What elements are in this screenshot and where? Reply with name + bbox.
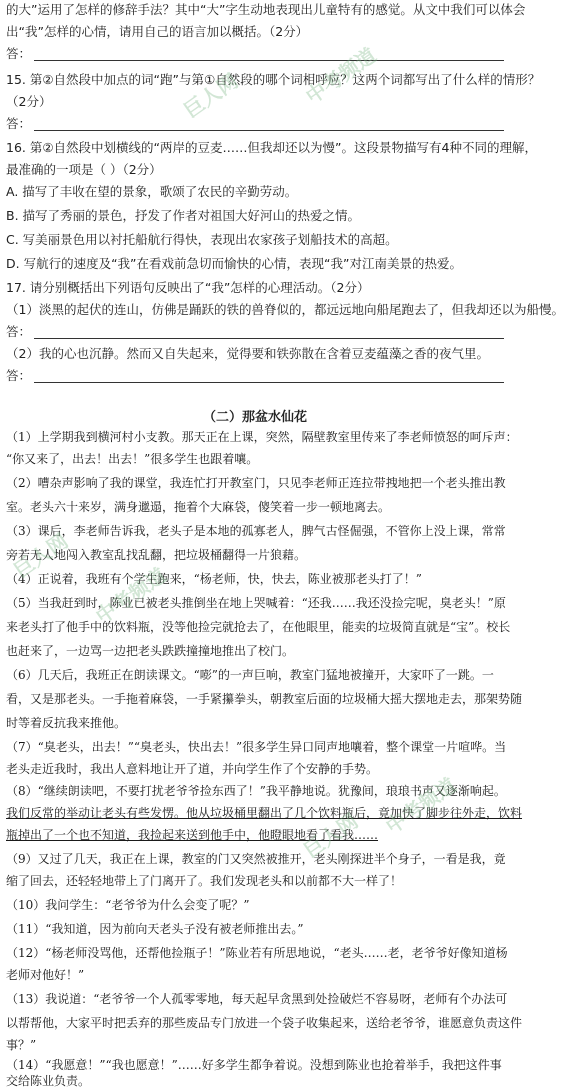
answer-line[interactable] — [34, 130, 504, 131]
q17-text-1: 17. 请分别概括出下列语句反映出了“我”怎样的心理活动。（2分） — [6, 280, 370, 295]
answer-label: 答： — [6, 324, 32, 339]
passage-line: 旁若无人地闯入教室乱找乱翻，把垃圾桶翻得一片狼藉。 — [6, 548, 307, 562]
watermark-text: 巨人网 — [9, 528, 73, 583]
passage-line: （10）我问学生：“老爷爷为什么会变了呢？” — [6, 898, 250, 912]
q14-text-2: 出“我”怎样的心情，请用自己的语言加以概括。（2分） — [6, 24, 309, 39]
passage-line: （8）“继续朗读吧，不要打扰老爷爷捡东西了！”我平静地说。犹豫间，琅琅书声又逐渐响起。 — [6, 784, 506, 798]
passage-line: （6）几天后，我班正在朗读课文。“嘭”的一声巨响，教室门猛地被撞开，大家吓了一跳。一 — [6, 668, 494, 682]
answer-label: 答： — [6, 46, 32, 61]
passage-line: （13）我说道：“老爷爷一个人孤零零地，每天起早贪黑到处捡破烂不容易呀，老师有个办法可 — [6, 992, 508, 1006]
passage-line: （3）课后，李老师告诉我，老头子是本地的孤寡老人，脾气古怪倔强，不管你上没上课，常常 — [6, 524, 506, 538]
q15-text-1: 15. 第②自然段中加点的词“跑”与第①自然段的哪个词相呼应？这两个词都写出了什么样的情形？ — [6, 72, 541, 87]
q16-option-d: D. 写航行的速度及“我”在看戏前急切而愉快的心情，表现“我”对江南美景的热爱。 — [6, 256, 462, 271]
passage-line: 时等着反抗我来推他。 — [6, 716, 127, 730]
passage-line: “你又来了，出去！出去！”很多学生也跟着嚷。 — [6, 452, 259, 466]
passage-line: （14）“我愿意！”“我也愿意！”……好多学生都争着说。没想到陈业也抢着举手，我把这件事 — [6, 1058, 502, 1072]
watermark-text: 巨人网 — [299, 808, 363, 863]
answer-line[interactable] — [34, 382, 504, 383]
passage-line: 来老头打了他手中的饮料瓶，没等他捡完就抢去了，在他眼里，能卖的垃圾简直就是“宝”。校长 — [6, 620, 511, 634]
passage-line: 也赶来了，一边骂一边把老头跌跌撞撞地推出了校门。 — [6, 644, 295, 658]
passage-line: 看，又是那老头。一手拖着麻袋，一手紧攥拳头，朝教室后面的垃圾桶大摇大摆地走去，那架势随 — [6, 692, 523, 706]
passage-line: （11）“我知道，因为前向天老头子没有被老师推出去。” — [6, 922, 304, 936]
passage-line: （7）“臭老头，出去！”“臭老头，快出去！”很多学生异口同声地嚷着，整个课堂一片喧哗。当 — [6, 740, 507, 754]
passage-line: 缩了回去，还轻轻地带上了门离开了。我们发现老头和以前都不大一样了！ — [6, 874, 403, 888]
passage-line: （4）正说着，我班有个学生跑来，“杨老师，快，快去，陈业被那老头打了！” — [6, 572, 422, 586]
passage-line: 事？” — [6, 1038, 37, 1052]
q17-sentence-2: （2）我的心也沉静。然而又自失起来，觉得要和铁弥散在含着豆麦蕴藻之香的夜气里。 — [6, 346, 489, 361]
q15-text-2: （2分） — [6, 94, 52, 109]
q16-option-b: B. 描写了秀丽的景色，抒发了作者对祖国大好河山的热爱之情。 — [6, 208, 361, 223]
passage-line: （12）“杨老师没骂他，还帮他捡瓶子！”陈业若有所思地说，“老头……老，老爷爷好像知道杨 — [6, 946, 508, 960]
passage-line: 老头走近我时，我出人意料地让开了道，并向学生作了个安静的手势。 — [6, 762, 379, 776]
q16-text-1: 16. 第②自然段中划横线的“两岸的豆麦……但我却还以为慢”。这段景物描写有4种不同的理解， — [6, 140, 537, 155]
watermark-text: 中考频道 — [91, 562, 171, 629]
answer-line[interactable] — [34, 60, 504, 61]
passage-line: （5）当我赶到时，陈业已被老头推倒坐在地上哭喊着：“还我……我还没捡完呢，臭老头！”原 — [6, 596, 506, 610]
q16-option-a: A. 描写了丰收在望的景象，歌颂了农民的辛勤劳动。 — [6, 184, 298, 199]
passage-title: （二）那盆水仙花 — [202, 410, 307, 425]
passage-line: （1）上学期我到横河村小支教。那天正在上课，突然，隔壁教室里传来了李老师愤怒的呵斥声： — [6, 430, 518, 444]
q16-text-2: 最准确的一项是（ ）（2分） — [6, 162, 162, 177]
passage-line: 交给陈业负责。 — [6, 1074, 91, 1088]
passage-line: 我们反常的举动让老头有些发愣。他从垃圾桶里翻出了几个饮料瓶后，竟加快了脚步往外走，饮料 — [6, 806, 523, 820]
passage-line: （9）又过了几天，我正在上课，教室的门又突然被推开，老头刚探进半个身子，一看是我，竟 — [6, 852, 506, 866]
watermark-text: 巨人网 — [179, 68, 243, 123]
passage-line: （2）嘈杂声影响了我的课堂，我连忙打开教室门，只见李老师正连拉带拽地把一个老头推出教 — [6, 476, 506, 490]
passage-line: 老师对他好！” — [6, 968, 85, 982]
watermark-text: 中考频道 — [301, 42, 381, 109]
passage-line: 瓶掉出了一个也不知道，我捡起来送到他手中，他瞪眼地看了看我…… — [6, 828, 379, 842]
passage-line: 以帮帮他，大家平时把丢弃的那些废品专门放进一个袋子收集起来，送给老爷爷，谁愿意负责这件 — [6, 1016, 523, 1030]
q17-sentence-1: （1）淡黑的起伏的连山，仿佛是踊跃的铁的兽脊似的，都远远地向船尾跑去了，但我却还以为船慢。 — [6, 302, 564, 317]
q14-text-1: 的大”运用了怎样的修辞手法？其中“大”字生动地表现出儿童特有的感觉。从文中我们可以体会 — [6, 2, 526, 17]
passage-line: 室。老头六十来岁，满身邋遢，拖着个大麻袋，傻笑着一步一顿地离去。 — [6, 500, 391, 514]
answer-label: 答： — [6, 116, 32, 131]
answer-label: 答： — [6, 368, 32, 383]
q16-option-c: C. 写美丽景色用以衬托船航行得快，表现出农家孩子划船技术的高超。 — [6, 232, 398, 247]
watermark-text: 中考频道 — [381, 772, 461, 839]
answer-line[interactable] — [34, 338, 504, 339]
